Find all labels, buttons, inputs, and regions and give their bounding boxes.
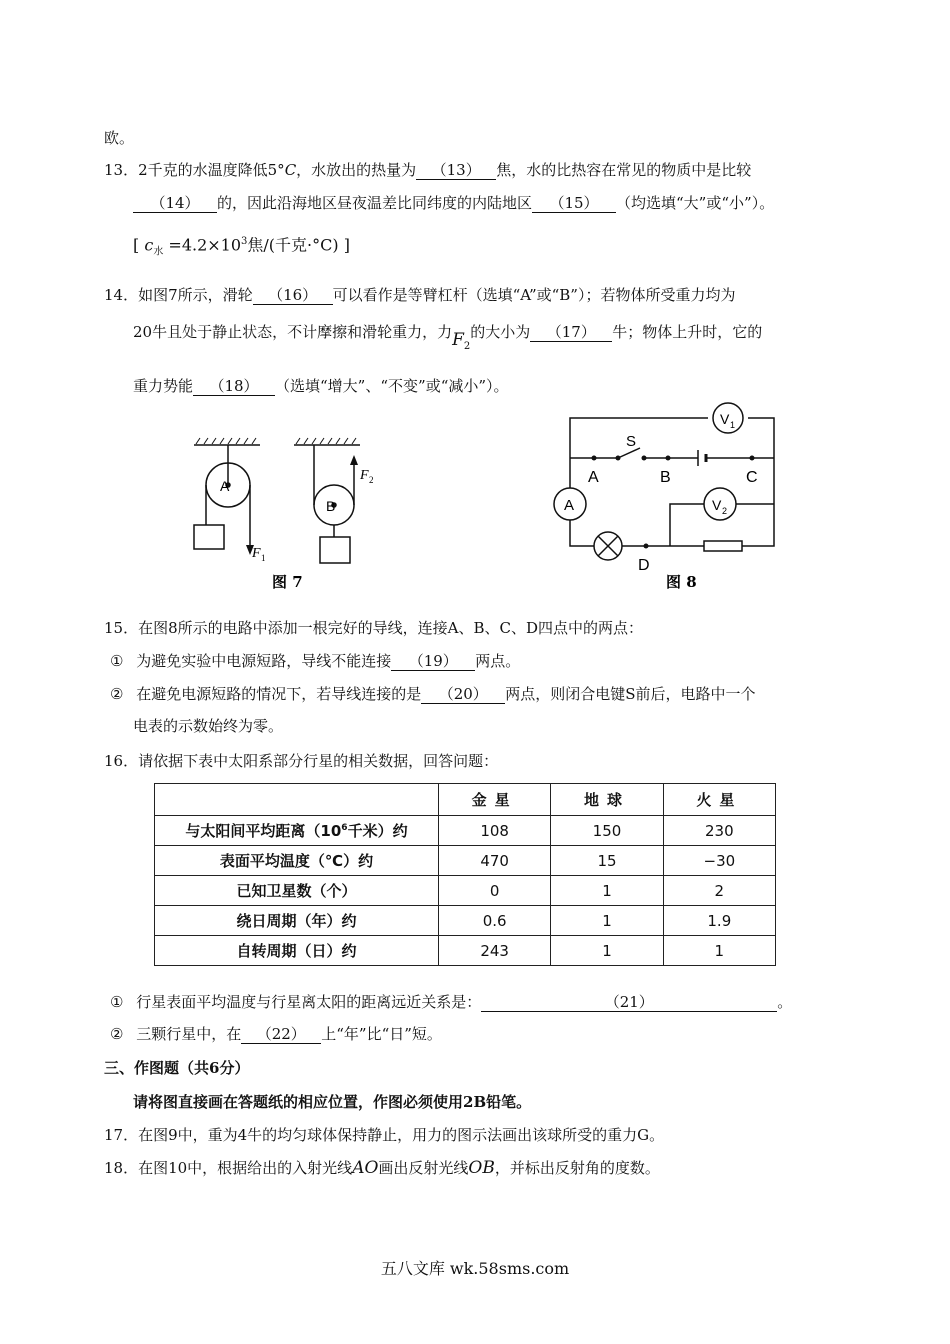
row-label: 绕日周期（年）约 <box>155 906 439 936</box>
figure-8-caption: 图 8 <box>666 573 697 591</box>
row-label: 与太阳间平均距离（$10^6$千米）约 <box>155 816 439 846</box>
q17: 17．在图9中，重为4牛的均匀球体保持静止，用力的图示法画出该球所受的重力G。 <box>104 1126 665 1144</box>
table-cell: 1 <box>663 936 775 966</box>
table-cell: −30 <box>663 846 775 876</box>
table-header-row <box>155 784 776 816</box>
table-cell: 1 <box>551 906 663 936</box>
table-row <box>155 846 776 876</box>
label-pulley-b: B <box>326 498 336 514</box>
table-cell: 0 <box>439 876 551 906</box>
q14-line2: 20牛且处于静止状态，不计摩擦和滑轮重力，力$F_2$的大小为 （17） 牛；物体上升时，它的 <box>133 323 763 352</box>
table-cell: 1.9 <box>663 906 775 936</box>
label-point-d: D <box>638 557 650 574</box>
answer-blank-16[interactable]: （16） <box>253 286 333 305</box>
svg-text:2: 2 <box>369 475 374 485</box>
q14-line3: 重力势能 （18） （选填“增大”、“不变”或“减小”）。 <box>133 377 509 395</box>
table-cell: 108 <box>439 816 551 846</box>
label-v1: V <box>720 411 730 427</box>
figure-7-caption: 图 7 <box>272 573 303 591</box>
q18-number: 18． <box>104 1159 139 1177</box>
table-cell: 470 <box>439 846 551 876</box>
q16-sub2: ② 三颗行星中，在 （22） 上“年”比“日”短。 <box>110 1025 442 1043</box>
q16-stem: 16．请依据下表中太阳系部分行星的相关数据，回答问题： <box>104 752 499 770</box>
table-cell: 243 <box>439 936 551 966</box>
label-v2: V <box>712 497 722 513</box>
table-cell: 1 <box>551 936 663 966</box>
table-row <box>155 906 776 936</box>
table-row <box>155 936 776 966</box>
svg-text:2: 2 <box>722 506 728 516</box>
table-header-cell: 火星 <box>663 784 775 816</box>
answer-blank-13[interactable]: （13） <box>416 161 496 180</box>
specific-heat-formula: [ $c_水 =4.2\times 10^3$焦/(千克·°C) ] <box>133 235 350 258</box>
answer-blank-19[interactable]: （19） <box>391 652 475 671</box>
figure-7-pulleys <box>190 435 380 595</box>
q15-sub2: ② 在避免电源短路的情况下，若导线连接的是 （20） 两点，则闭合电键S前后，电路中一个 <box>110 685 756 703</box>
table-cell: 2 <box>663 876 775 906</box>
q15-number: 15． <box>104 619 139 637</box>
q18: 18．在图10中，根据给出的入射光线AO画出反射光线OB，并标出反射角的度数。 <box>104 1158 660 1178</box>
q13-line2: （14） 的，因此沿海地区昼夜温差比同纬度的内陆地区 （15） （均选填“大”或“小”）。 <box>133 193 774 213</box>
q13-number: 13． <box>104 161 139 179</box>
table-cell: 15 <box>551 846 663 876</box>
weight-a <box>194 525 224 549</box>
table-cell: 1 <box>551 876 663 906</box>
answer-blank-21[interactable]: （21） <box>481 993 777 1012</box>
q13-line1: 13．2千克的水温度降低5°C，水放出的热量为 （13） 焦，水的比热容在常见的物质中是比较 <box>104 161 752 179</box>
row-label: 已知卫星数（个） <box>155 876 439 906</box>
q14-line1: 14．如图7所示，滑轮 （16） 可以看作是等臂杠杆（选填“A”或“B”）；若物体所受重力均为 <box>104 286 736 304</box>
table-cell: 0.6 <box>439 906 551 936</box>
table-cell: 150 <box>551 816 663 846</box>
table-header-cell <box>155 784 439 816</box>
resistor <box>704 541 742 551</box>
table-header-cell: 地球 <box>551 784 663 816</box>
label-force-1: F <box>252 546 261 561</box>
row-label: 表面平均温度（℃）约 <box>155 846 439 876</box>
q14-number: 14． <box>104 286 139 304</box>
row-label: 自转周期（日）约 <box>155 936 439 966</box>
q16-number: 16． <box>104 752 139 770</box>
label-point-c: C <box>746 469 758 486</box>
table-row <box>155 816 776 846</box>
answer-blank-18[interactable]: （18） <box>193 377 275 396</box>
table-row <box>155 876 776 906</box>
q15-sub1: ① 为避免实验中电源短路，导线不能连接 （19） 两点。 <box>110 652 521 670</box>
page-footer: 五八文库 wk.58sms.com <box>380 1259 570 1278</box>
svg-text:1: 1 <box>261 553 266 563</box>
answer-blank-22[interactable]: （22） <box>241 1025 321 1044</box>
q17-number: 17． <box>104 1126 139 1144</box>
label-force-2: F <box>360 468 369 483</box>
section-3-note: 请将图直接画在答题纸的相应位置，作图必须使用2B铅笔。 <box>133 1093 532 1111</box>
section-3-title: 三、作图题（共6分） <box>104 1059 250 1077</box>
answer-blank-14[interactable]: （14） <box>133 194 217 213</box>
label-point-b: B <box>660 469 671 486</box>
label-switch-s: S <box>626 433 637 450</box>
answer-blank-17[interactable]: （17） <box>530 323 612 342</box>
answer-blank-15[interactable]: （15） <box>532 194 616 213</box>
intro-tail: 欧。 <box>104 129 135 147</box>
svg-text:1: 1 <box>730 420 736 430</box>
label-point-a: A <box>588 469 599 486</box>
weight-b <box>320 537 350 563</box>
figure-8-circuit <box>548 400 788 595</box>
q15-stem: 15．在图8所示的电路中添加一根完好的导线，连接A、B、C、D四点中的两点： <box>104 619 643 637</box>
q15-sub2-cont: 电表的示数始终为零。 <box>133 717 284 735</box>
answer-blank-20[interactable]: （20） <box>421 685 505 704</box>
table-header-cell: 金星 <box>439 784 551 816</box>
label-ammeter: A <box>564 497 575 514</box>
label-pulley-a: A <box>220 478 230 494</box>
q16-sub1: ① 行星表面平均温度与行星离太阳的距离远近关系是： （21） 。 <box>110 993 793 1011</box>
table-cell: 230 <box>663 816 775 846</box>
planet-data-table <box>154 783 776 966</box>
